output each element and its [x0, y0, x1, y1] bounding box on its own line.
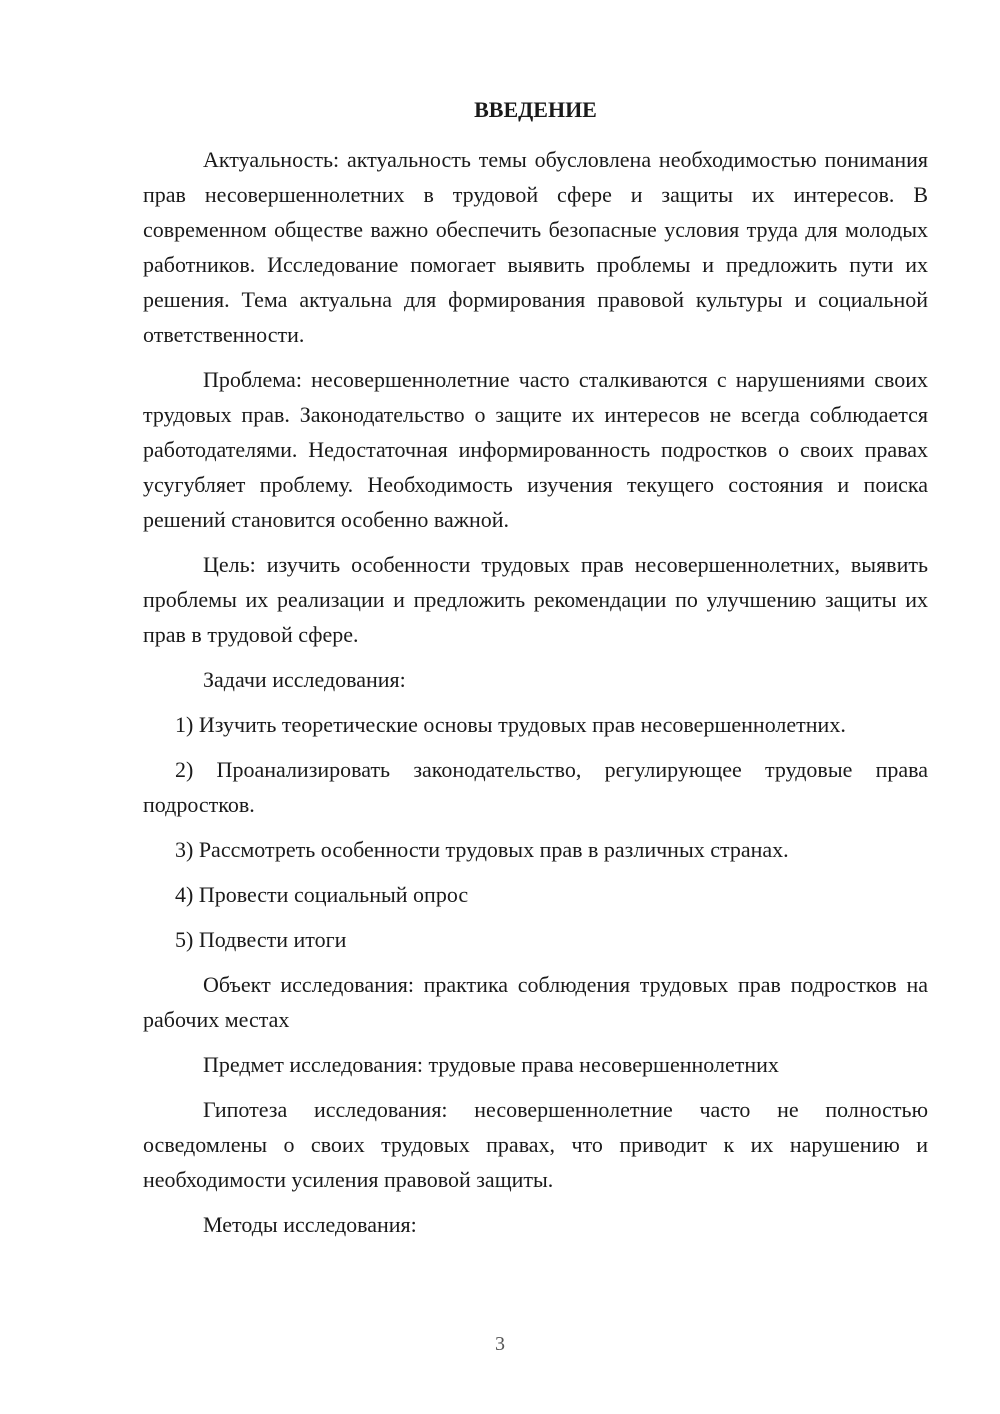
paragraph-object: Объект исследования: практика соблюдения трудовых прав подростков на рабочих местах — [143, 972, 928, 1032]
task-item-2: 2) Проанализировать законодательство, регулирующее трудовые права подростков. — [143, 757, 928, 817]
paragraph-relevance: Актуальность: актуальность темы обусловлена необходимостью понимания прав несовершеннолетних в трудовой сфере и защиты их интересов. В современном обществе важно обеспечить безопасные условия труда для молодых работников. Исследование помогает выявить проблемы и предложить пути их решения. Тема актуальна для формирования правовой культуры и социальной ответственности. — [143, 147, 928, 347]
page-number: 3 — [495, 1333, 505, 1355]
paragraph-hypothesis: Гипотеза исследования: несовершеннолетние часто не полностью осведомлены о своих трудовых правах, что приводит к их нарушению и необходимости усиления правовой защиты. — [143, 1097, 928, 1192]
task-item-1: 1) Изучить теоретические основы трудовых прав несовершеннолетних. — [175, 712, 846, 737]
task-item-4: 4) Провести социальный опрос — [175, 882, 469, 907]
paragraph-tasks-heading: Задачи исследования: — [203, 667, 406, 692]
document-page — [143, 92, 928, 1252]
paragraph-problem: Проблема: несовершеннолетние часто сталкиваются с нарушениями своих трудовых прав. Законодательство о защите их интересов не всегда соблюдается работодателями. Недостаточная информированность подростков о своих правах усугубляет проблему. Необходимость изучения текущего состояния и поиска решений становится особенно важной. — [143, 367, 928, 532]
paragraph-methods: Методы исследования: — [203, 1212, 417, 1237]
paragraph-subject: Предмет исследования: трудовые права несовершеннолетних — [203, 1052, 779, 1077]
task-item-3: 3) Рассмотреть особенности трудовых прав в различных странах. — [175, 837, 789, 862]
task-item-5: 5) Подвести итоги — [175, 927, 347, 952]
section-title: ВВЕДЕНИЕ — [474, 97, 597, 122]
paragraph-goal: Цель: изучить особенности трудовых прав несовершеннолетних, выявить проблемы их реализации и предложить рекомендации по улучшению защиты их прав в трудовой сфере. — [143, 552, 928, 647]
